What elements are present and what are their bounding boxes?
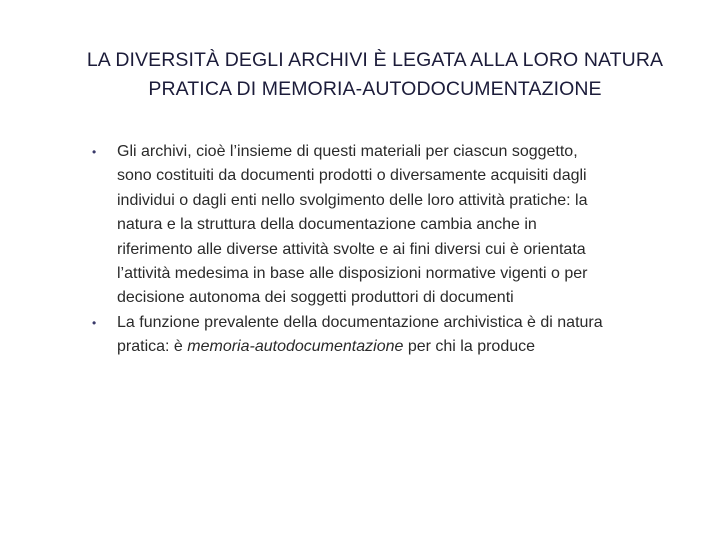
bullet-text-prefix: pratica: è (117, 338, 188, 356)
bullet-text-line: decisione autonoma dei soggetti produttori di documenti (117, 289, 514, 307)
bullet-text-line: La funzione prevalente della documentazione archivistica è di natura (117, 313, 603, 331)
bullet-text-line (117, 335, 692, 359)
bullet-list (92, 140, 692, 360)
bullet-text-line: l’attività medesima in base alle disposizioni normative vigenti o per (117, 265, 588, 283)
bullet-text-line: individui o dagli enti nello svolgimento delle loro attività pratiche: la (117, 191, 588, 209)
bullet-text (117, 311, 692, 360)
bullet-marker: • (92, 315, 97, 330)
bullet-text-line: Gli archivi, cioè l’insieme di questi materiali per ciascun soggetto, (117, 143, 578, 160)
bullet-text (117, 140, 692, 311)
bullet-text-suffix: per chi la produce (403, 338, 536, 356)
bullet-text-emphasis: memoria-autodocumentazione (187, 338, 404, 356)
bullet-text-line: sono costituiti da documenti prodotti o diversamente acquisiti dagli (117, 167, 587, 185)
bullet-item-function (92, 311, 692, 360)
slide-title-line-2: PRATICA DI MEMORIA-AUTODOCUMENTAZIONE (148, 78, 602, 100)
bullet-text-line: natura e la struttura della documentazione cambia anche in (117, 216, 537, 234)
bullet-item-archives (92, 140, 692, 311)
slide-title-line-1: LA DIVERSITÀ DEGLI ARCHIVI È LEGATA ALLA LORO NATURA (86, 49, 664, 71)
bullet-text-line: riferimento alle diverse attività svolte e ai fini diversi cui è orientata (117, 240, 586, 258)
slide-title (60, 46, 690, 104)
bullet-marker: • (92, 145, 97, 159)
